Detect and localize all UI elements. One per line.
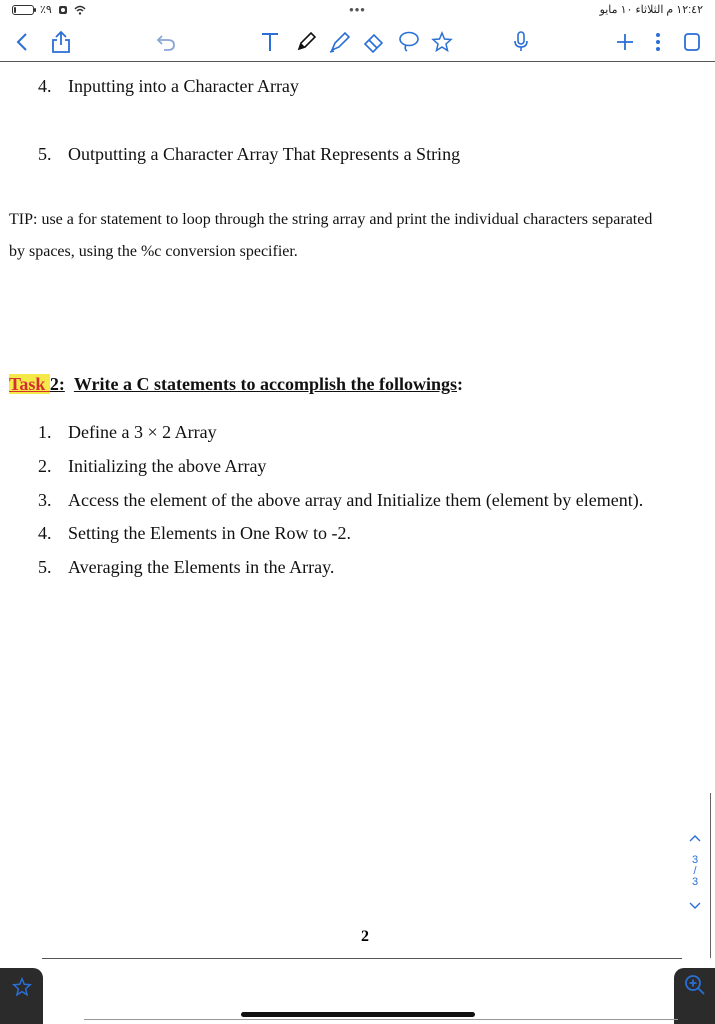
undo-button[interactable]: [153, 28, 179, 56]
text-tool-icon: [260, 31, 280, 53]
more-vertical-icon: [655, 32, 661, 52]
lasso-icon: [397, 30, 421, 54]
page-bottom-divider: [42, 958, 682, 959]
list-text: Averaging the Elements in the Array.: [68, 557, 335, 577]
eraser-icon: [362, 30, 386, 54]
microphone-button[interactable]: [508, 28, 534, 56]
list-item-5: [38, 144, 460, 165]
shapes-tool-button[interactable]: [428, 28, 456, 56]
eraser-tool-button[interactable]: [360, 28, 388, 56]
list-text: Define a 3 × 2 Array: [68, 422, 217, 442]
star-icon: [11, 976, 33, 998]
total-pages: 3: [691, 876, 699, 888]
battery-fill: [14, 7, 16, 13]
list-text: Setting the Elements in One Row to -2.: [68, 523, 351, 543]
zoom-button[interactable]: [674, 968, 715, 1024]
moon-icon: [58, 5, 68, 15]
multitask-dots[interactable]: •••: [349, 2, 366, 17]
favorite-button[interactable]: [0, 968, 43, 1024]
task-colon: :: [457, 374, 463, 394]
current-page: 3: [691, 854, 699, 866]
tip-line-1: TIP: use a for statement to loop through the string array and print the individual characters separated: [9, 211, 653, 228]
annotation-toolbar: [0, 22, 715, 62]
page-number: 2: [361, 928, 369, 945]
task-label-highlighted: Task: [9, 374, 50, 394]
microphone-icon: [513, 30, 529, 54]
task-item-2: [38, 456, 266, 477]
pages-overview-button[interactable]: [678, 28, 706, 56]
status-time-date: ١٢:٤٢ م الثلاثاء ١٠ مايو: [599, 4, 703, 16]
battery-percent: ٪٩: [40, 4, 52, 16]
task-item-1: [38, 422, 217, 443]
task-item-4: [38, 523, 351, 544]
battery-icon: [12, 5, 34, 15]
page-separator: /: [693, 865, 697, 877]
chevron-left-icon: [16, 32, 28, 52]
chevron-up-icon[interactable]: [689, 834, 701, 842]
share-icon: [51, 30, 71, 54]
home-indicator[interactable]: [241, 1012, 475, 1017]
status-left: [12, 3, 86, 16]
list-number: 4.: [38, 76, 52, 96]
bottom-edge-line: [84, 1019, 678, 1020]
lasso-tool-button[interactable]: [395, 28, 423, 56]
list-number: 5.: [38, 557, 52, 577]
pages-icon: [682, 31, 702, 53]
pen-icon: [295, 31, 317, 53]
list-number: 5.: [38, 144, 52, 164]
list-text: Initializing the above Array: [68, 456, 267, 476]
status-bar: [0, 0, 715, 22]
highlighter-icon: [328, 30, 352, 54]
pen-tool-button[interactable]: [293, 28, 319, 56]
list-item-4: [38, 76, 299, 97]
chevron-down-icon[interactable]: [689, 902, 701, 910]
tip-line-2: by spaces, using the %c conversion specifier.: [9, 243, 298, 260]
add-page-button[interactable]: [612, 28, 638, 56]
list-number: 4.: [38, 523, 52, 543]
page-indicator[interactable]: [683, 830, 707, 910]
zoom-in-icon: [684, 974, 706, 996]
wifi-icon: [74, 5, 86, 15]
back-button[interactable]: [10, 28, 34, 56]
list-text: Access the element of the above array and Initialize them (element by element).: [68, 490, 644, 510]
list-number: 2.: [38, 456, 52, 476]
shapes-star-icon: [430, 30, 454, 54]
list-text: Inputting into a Character Array: [68, 76, 299, 96]
task-number: 2:: [49, 374, 65, 394]
list-number: 3.: [38, 490, 52, 510]
task-item-5: [38, 557, 334, 578]
task-title: Write a C statements to accomplish the followings: [73, 374, 457, 394]
plus-icon: [615, 32, 635, 52]
list-text: Outputting a Character Array That Represents a String: [68, 144, 461, 164]
more-options-button[interactable]: [648, 28, 668, 56]
text-tool-button[interactable]: [257, 28, 283, 56]
undo-icon: [155, 32, 177, 52]
task-item-3: [38, 490, 643, 511]
share-button[interactable]: [48, 28, 74, 56]
scrollbar-track[interactable]: [710, 793, 711, 958]
task-heading: [9, 374, 463, 395]
list-number: 1.: [38, 422, 52, 442]
highlighter-tool-button[interactable]: [326, 28, 354, 56]
